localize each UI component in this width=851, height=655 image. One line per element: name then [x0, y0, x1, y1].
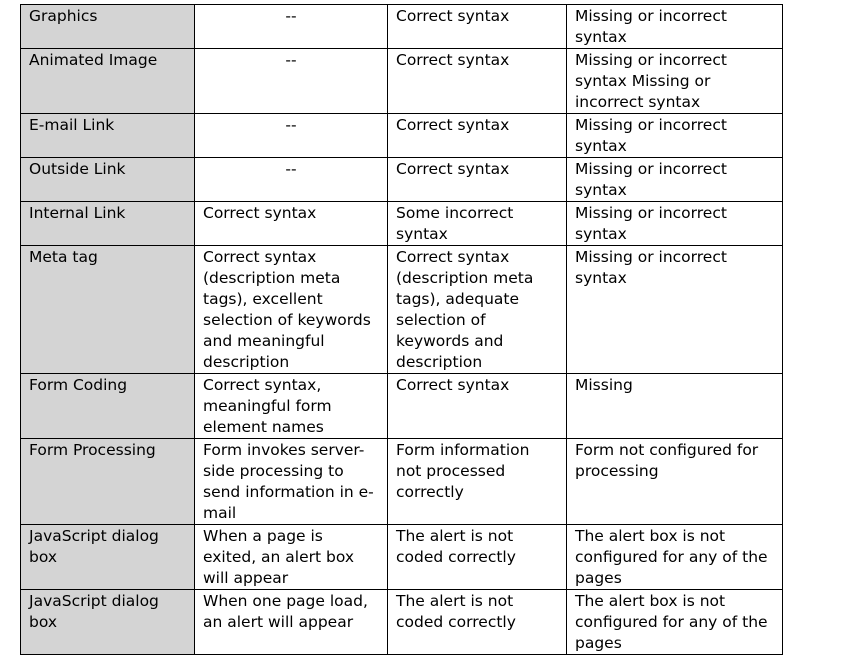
cell-col4: The alert box is not configured for any of the pages [567, 590, 783, 655]
cell-col4: Missing or incorrect syntax [567, 5, 783, 49]
rubric-table [20, 4, 783, 655]
criterion-cell: JavaScript dialog box [21, 525, 195, 590]
criterion-cell: Graphics [21, 5, 195, 49]
table-row [21, 246, 783, 374]
cell-col4: Missing [567, 374, 783, 439]
criterion-cell: Outside Link [21, 158, 195, 202]
criterion-cell: Animated Image [21, 49, 195, 114]
table-row [21, 439, 783, 525]
table-row [21, 525, 783, 590]
criterion-cell: Meta tag [21, 246, 195, 374]
cell-col3: Correct syntax [388, 49, 567, 114]
cell-col3: Form information not processed correctly [388, 439, 567, 525]
cell-col4: Form not configured for processing [567, 439, 783, 525]
cell-col2: -- [195, 49, 388, 114]
cell-col2: Correct syntax (description meta tags), excellent selection of keywords and meaningful description [195, 246, 388, 374]
cell-col2: Form invokes server-side processing to send information in e-mail [195, 439, 388, 525]
cell-col3: Correct syntax [388, 5, 567, 49]
criterion-cell: Form Coding [21, 374, 195, 439]
cell-col4: The alert box is not configured for any of the pages [567, 525, 783, 590]
cell-col4: Missing or incorrect syntax [567, 158, 783, 202]
cell-col4: Missing or incorrect syntax [567, 114, 783, 158]
cell-col3: The alert is not coded correctly [388, 590, 567, 655]
cell-col4: Missing or incorrect syntax [567, 202, 783, 246]
criterion-cell: Internal Link [21, 202, 195, 246]
cell-col3: Correct syntax (description meta tags), adequate selection of keywords and description [388, 246, 567, 374]
table-row [21, 114, 783, 158]
cell-col3: The alert is not coded correctly [388, 525, 567, 590]
cell-col2: -- [195, 5, 388, 49]
cell-col3: Correct syntax [388, 114, 567, 158]
cell-col2: Correct syntax [195, 202, 388, 246]
cell-col3: Some incorrect syntax [388, 202, 567, 246]
cell-col2: -- [195, 158, 388, 202]
cell-col2: When a page is exited, an alert box will appear [195, 525, 388, 590]
cell-col2: Correct syntax, meaningful form element names [195, 374, 388, 439]
criterion-cell: E-mail Link [21, 114, 195, 158]
cell-col4: Missing or incorrect syntax [567, 246, 783, 374]
cell-col2: -- [195, 114, 388, 158]
table-row [21, 374, 783, 439]
cell-col3: Correct syntax [388, 374, 567, 439]
table-row [21, 202, 783, 246]
cell-col3: Correct syntax [388, 158, 567, 202]
table-row [21, 5, 783, 49]
table-row [21, 158, 783, 202]
cell-col4: Missing or incorrect syntax Missing or incorrect syntax [567, 49, 783, 114]
cell-col2: When one page load, an alert will appear [195, 590, 388, 655]
criterion-cell: Form Processing [21, 439, 195, 525]
table-row [21, 590, 783, 655]
criterion-cell: JavaScript dialog box [21, 590, 195, 655]
table-row [21, 49, 783, 114]
